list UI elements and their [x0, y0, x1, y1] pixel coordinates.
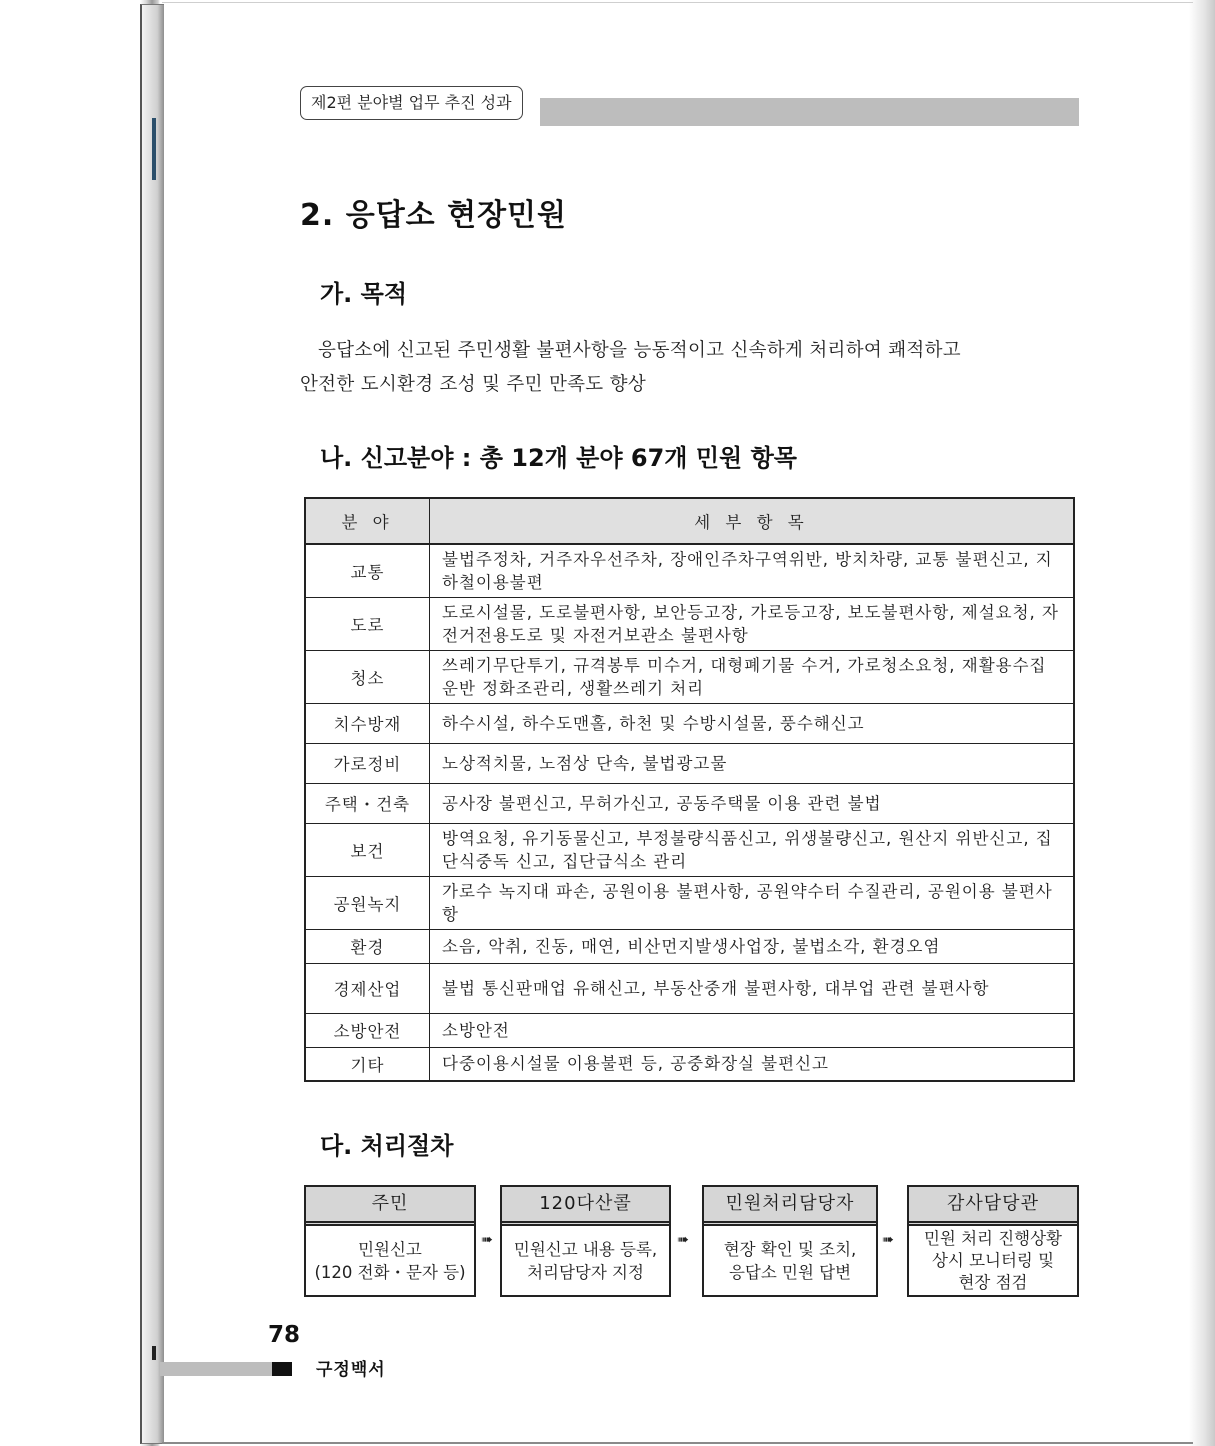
page-top-edge [162, 2, 1193, 3]
process-step-callcenter [500, 1185, 671, 1297]
detail-cell: 다중이용시설물 이용불편 등, 공중화장실 불편신고 [430, 1047, 1075, 1081]
step-body: 민원신고 내용 등록, 처리담당자 지정 [513, 1239, 658, 1282]
detail-cell: 쓰레기무단투기, 규격봉투 미수거, 대형폐기물 수거, 가로청소요청, 재활용수집운반 정화조관리, 생활쓰레기 처리 [430, 650, 1075, 703]
column-header-field: 분 야 [305, 498, 430, 544]
table-row [305, 743, 1074, 783]
process-step-officer [702, 1185, 878, 1297]
field-cell: 치수방재 [305, 703, 430, 743]
step-body: 민원신고 (120 전화・문자 등) [314, 1239, 466, 1282]
detail-cell: 소방안전 [430, 1013, 1075, 1047]
field-cell: 보건 [305, 823, 430, 876]
table-row [305, 929, 1074, 963]
section-heading-fields: 나. 신고분야 : 총 12개 분야 67개 민원 항목 [320, 444, 797, 472]
step-body: 현장 확인 및 조치, 응답소 민원 답변 [723, 1239, 857, 1282]
table-header-row [305, 498, 1074, 544]
field-cell: 가로정비 [305, 743, 430, 783]
table-row [305, 650, 1074, 703]
field-cell: 기타 [305, 1047, 430, 1081]
process-step-resident [304, 1185, 476, 1297]
field-cell: 교통 [305, 544, 430, 597]
detail-cell: 도로시설물, 도로불편사항, 보안등고장, 가로등고장, 보도불편사항, 제설요청, 자전거전용도로 및 자전거보관소 불편사항 [430, 597, 1075, 650]
arrow-right-icon: ➠ [882, 1232, 894, 1248]
field-cell: 주택・건축 [305, 783, 430, 823]
detail-cell: 하수시설, 하수도맨홀, 하천 및 수방시설물, 풍수해신고 [430, 703, 1075, 743]
detail-cell: 방역요청, 유기동물신고, 부정불량식품신고, 위생불량신고, 원산지 위반신고, 집단식중독 신고, 집단급식소 관리 [430, 823, 1075, 876]
step-title: 주민 [306, 1187, 474, 1226]
page-number: 78 [268, 1322, 301, 1348]
table-row [305, 597, 1074, 650]
process-step-audit [907, 1185, 1079, 1297]
step-body: 민원 처리 진행상황 상시 모니터링 및 현장 점검 [923, 1228, 1062, 1292]
table-row [305, 876, 1074, 929]
field-cell: 공원녹지 [305, 876, 430, 929]
field-cell: 도로 [305, 597, 430, 650]
section-heading-procedure: 다. 처리절차 [320, 1132, 454, 1160]
page-bottom-edge [162, 1442, 1193, 1444]
field-cell: 환경 [305, 929, 430, 963]
step-title: 감사담당관 [909, 1187, 1077, 1226]
field-cell: 경제산업 [305, 963, 430, 1013]
chapter-tab: 제2편 분야별 업무 추진 성과 [300, 86, 523, 120]
table-row [305, 703, 1074, 743]
section-heading-purpose: 가. 목적 [320, 280, 408, 308]
page-edge [140, 4, 164, 1444]
page-shadow [1189, 0, 1215, 1446]
detail-cell: 소음, 악취, 진동, 매연, 비산먼지발생사업장, 불법소각, 환경오염 [430, 929, 1075, 963]
header-bar [540, 98, 1079, 126]
book-title: 구정백서 [316, 1360, 386, 1380]
detail-cell: 공사장 불편신고, 무허가신고, 공동주택물 이용 관련 불법 [430, 783, 1075, 823]
report-fields-table [304, 497, 1075, 1082]
spine-mark [152, 118, 156, 180]
detail-cell: 불법주정차, 거주자우선주차, 장애인주차구역위반, 방치차량, 교통 불편신고, 지하철이용불편 [430, 544, 1075, 597]
table-row [305, 1013, 1074, 1047]
spine-mark [152, 1346, 156, 1360]
book-spine [0, 0, 160, 1446]
purpose-line: 응답소에 신고된 주민생활 불편사항을 능동적이고 신속하게 처리하여 쾌적하고 [318, 340, 961, 361]
arrow-right-icon: ➠ [481, 1232, 493, 1248]
field-cell: 청소 [305, 650, 430, 703]
table-row [305, 783, 1074, 823]
detail-cell: 불법 통신판매업 유해신고, 부동산중개 불편사항, 대부업 관련 불편사항 [430, 963, 1075, 1013]
table-row [305, 544, 1074, 597]
footer-bar-accent [272, 1362, 292, 1376]
purpose-paragraph [300, 334, 1080, 402]
detail-cell: 가로수 녹지대 파손, 공원이용 불편사항, 공원약수터 수질관리, 공원이용 불편사항 [430, 876, 1075, 929]
arrow-right-icon: ➠ [677, 1232, 689, 1248]
step-title: 민원처리담당자 [704, 1187, 876, 1226]
purpose-line: 안전한 도시환경 조성 및 주민 만족도 향상 [300, 374, 646, 395]
page-title: 2. 응답소 현장민원 [300, 198, 568, 233]
table-row [305, 963, 1074, 1013]
column-header-detail: 세 부 항 목 [430, 498, 1075, 544]
table-row [305, 823, 1074, 876]
detail-cell: 노상적치물, 노점상 단속, 불법광고물 [430, 743, 1075, 783]
field-cell: 소방안전 [305, 1013, 430, 1047]
step-title: 120다산콜 [502, 1187, 669, 1226]
table-row [305, 1047, 1074, 1081]
